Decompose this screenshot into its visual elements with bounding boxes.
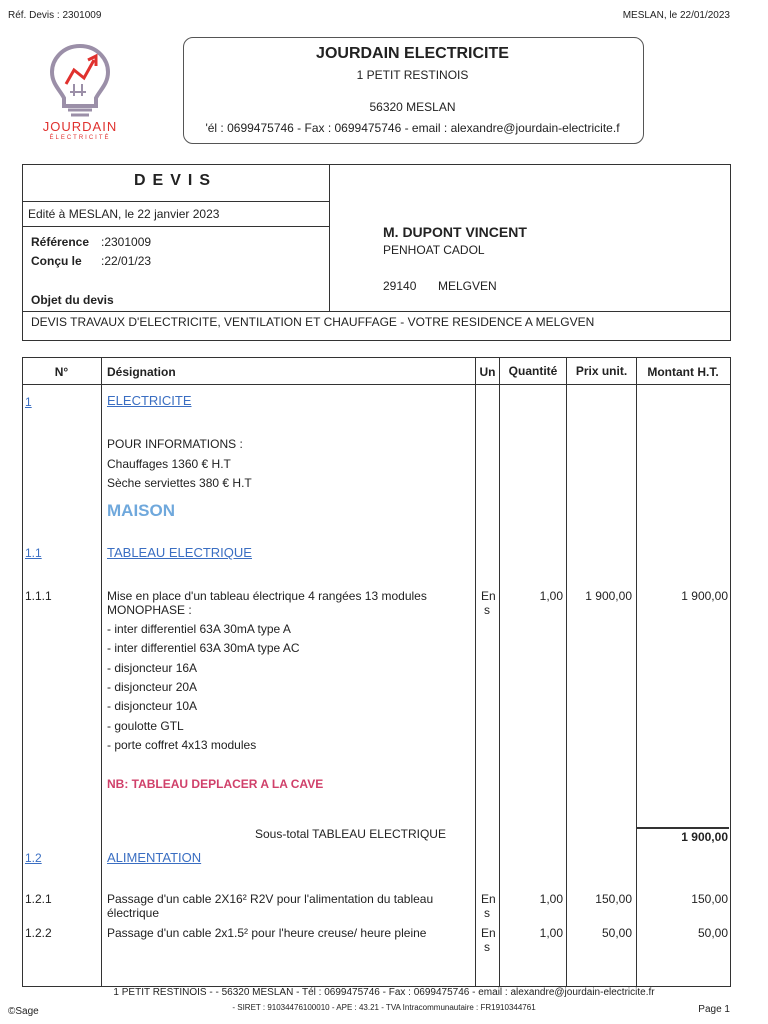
item-amount: 1 900,00 [681, 589, 728, 603]
section-num: 1.1 [25, 546, 42, 560]
lightbulb-plug-icon [44, 40, 116, 118]
subtotal-label: Sous-total TABLEAU ELECTRIQUE [255, 827, 446, 841]
nb-note: NB: TABLEAU DEPLACER A LA CAVE [107, 777, 324, 791]
item-description: électrique [107, 906, 160, 920]
reference-label: Référence [31, 235, 90, 249]
client-city: MELGVEN [438, 279, 497, 293]
detail-line: - disjoncteur 20A [107, 680, 198, 694]
item-quantity: 1,00 [539, 589, 563, 603]
item-price: 1 900,00 [585, 589, 632, 603]
footer-address: 1 PETIT RESTINOIS - - 56320 MESLAN - Tél : 0699475746 - Fax : 0699475746 - email : alexandre@jourdain-electricite.fr [113, 987, 655, 998]
footer-page: Page 1 [698, 1004, 730, 1015]
detail-line: - disjoncteur 10A [107, 699, 198, 713]
detail-line: - inter differentiel 63A 30mA type A [107, 622, 291, 636]
item-quantity: 1,00 [539, 892, 563, 906]
info-line: Chauffages 1360 € H.T [107, 457, 231, 471]
item-unit: En [481, 589, 496, 603]
detail-line: - goulotte GTL [107, 719, 184, 733]
subtotal-amount: 1 900,00 [681, 830, 728, 844]
footer-sage: ©Sage [8, 1006, 39, 1017]
item-num: 1.2.1 [25, 892, 52, 906]
section-title: TABLEAU ELECTRIQUE [107, 545, 252, 560]
client-name: M. DUPONT VINCENT [383, 224, 527, 240]
devis-date-top: MESLAN, le 22/01/2023 [622, 10, 730, 21]
section-title: ELECTRICITE [107, 393, 192, 408]
concu-label: Conçu le [31, 254, 82, 268]
header-amount: Montant H.T. [647, 365, 719, 379]
item-price: 50,00 [601, 926, 632, 940]
item-amount: 150,00 [691, 892, 728, 906]
item-unit: s [484, 603, 490, 617]
footer-legal: - SIRET : 91034476100010 - APE : 43.21 - TVA Intracommunautaire : FR1910344761 [232, 1003, 536, 1012]
item-unit: En [481, 926, 496, 940]
objet-value: DEVIS TRAVAUX D'ELECTRICITE, VENTILATION ET CHAUFFAGE - VOTRE RESIDENCE A MELGVEN [31, 315, 595, 329]
item-description: Mise en place d'un tableau électrique 4 rangées 13 modules [107, 589, 427, 603]
item-description: Passage d'un cable 2x1.5² pour l'heure creuse/ heure pleine [107, 926, 427, 940]
company-contact: 'él : 0699475746 - Fax : 0699475746 - email : alexandre@jourdain-electricite.f [205, 121, 620, 135]
item-amount: 50,00 [697, 926, 728, 940]
maison-heading: MAISON [107, 501, 175, 520]
item-quantity: 1,00 [539, 926, 563, 940]
devis-reference-top: Réf. Devis : 2301009 [8, 10, 102, 21]
devis-edited: Edité à MESLAN, le 22 janvier 2023 [28, 207, 220, 221]
header-quantity: Quantité [508, 364, 558, 378]
info-line: Sèche serviettes 380 € H.T [107, 476, 252, 490]
header-num: N° [54, 365, 69, 379]
header-price: Prix unit. [575, 364, 628, 378]
item-description: MONOPHASE : [107, 603, 192, 617]
header-unit: Un [479, 365, 496, 379]
detail-line: - porte coffret 4x13 modules [107, 738, 257, 752]
section-num: 1.2 [25, 851, 42, 865]
detail-line: - inter differentiel 63A 30mA type AC [107, 641, 300, 655]
header-designation: Désignation [107, 365, 176, 379]
concu-value: :22/01/23 [101, 254, 152, 268]
detail-line: - disjoncteur 16A [107, 661, 198, 675]
section-num: 1 [25, 395, 32, 409]
item-unit: En [481, 892, 496, 906]
company-address: 1 PETIT RESTINOIS [356, 68, 469, 82]
item-unit: s [484, 906, 490, 920]
section-title: ALIMENTATION [107, 850, 202, 865]
item-unit: s [484, 940, 490, 954]
devis-divider [329, 164, 330, 312]
logo-name: JOURDAIN [42, 119, 118, 134]
item-description: Passage d'un cable 2X16² R2V pour l'alimentation du tableau [107, 892, 434, 906]
devis-title: DEVIS [133, 172, 217, 189]
reference-value: :2301009 [101, 235, 152, 249]
item-num: 1.2.2 [25, 926, 52, 940]
item-num: 1.1.1 [25, 589, 52, 603]
client-address: PENHOAT CADOL [383, 243, 485, 257]
client-postcode: 29140 [383, 279, 417, 293]
objet-label: Objet du devis [31, 293, 114, 307]
company-name: JOURDAIN ELECTRICITE [316, 45, 509, 62]
item-price: 150,00 [595, 892, 632, 906]
info-line: POUR INFORMATIONS : [107, 437, 243, 451]
company-city: 56320 MESLAN [369, 100, 456, 114]
logo-subtitle: ÉLECTRICITÉ [49, 135, 111, 141]
